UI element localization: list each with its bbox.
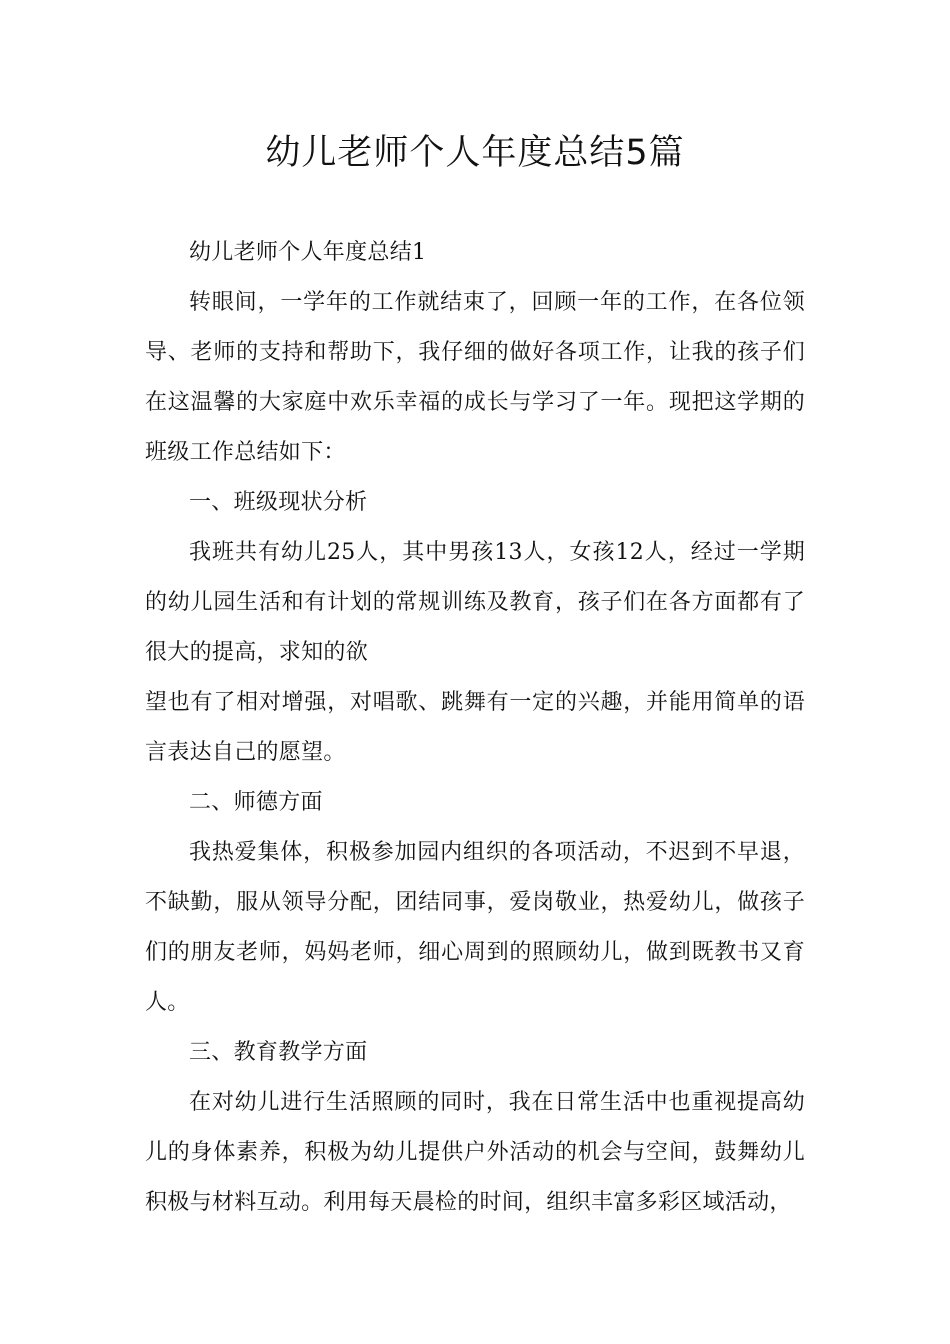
teacher-ethics-paragraph: 我热爱集体，积极参加园内组织的各项活动，不迟到不早退，不缺勤，服从领导分配，团结同事，爱岗敬业，热爱幼儿，做孩子们的朋友老师，妈妈老师，细心周到的照顾幼儿，做到既教书又育人。 (145, 840, 805, 1015)
section-title: 幼儿老师个人年度总结1 (189, 240, 427, 265)
document-title: 幼儿老师个人年度总结5篇 (265, 133, 685, 173)
teaching-paragraph: 在对幼儿进行生活照顾的同时，我在日常生活中也重视提高幼儿的身体素养，积极为幼儿提供户外活动的机会与空间，鼓舞幼儿积极与材料互动。利用每天晨检的时间，组织丰富多彩区域活动， (145, 1090, 805, 1215)
class-status-paragraph-part2: 望也有了相对增强，对唱歌、跳舞有一定的兴趣，并能用简单的语言表达自己的愿望。 (145, 690, 805, 765)
heading-teaching: 三、教育教学方面 (189, 1040, 368, 1065)
document-body (145, 228, 805, 1228)
heading-class-status: 一、班级现状分析 (189, 490, 368, 515)
class-status-paragraph-part1: 我班共有幼儿25人，其中男孩13人，女孩12人，经过一学期的幼儿园生活和有计划的常规训练及教育，孩子们在各方面都有了很大的提高，求知的欲 (145, 540, 805, 665)
intro-paragraph: 转眼间，一学年的工作就结束了，回顾一年的工作，在各位领导、老师的支持和帮助下，我仔细的做好各项工作，让我的孩子们在这温馨的大家庭中欢乐幸福的成长与学习了一年。现把这学期的班级工作总结如下： (145, 290, 805, 465)
heading-teacher-ethics: 二、师德方面 (189, 790, 323, 815)
